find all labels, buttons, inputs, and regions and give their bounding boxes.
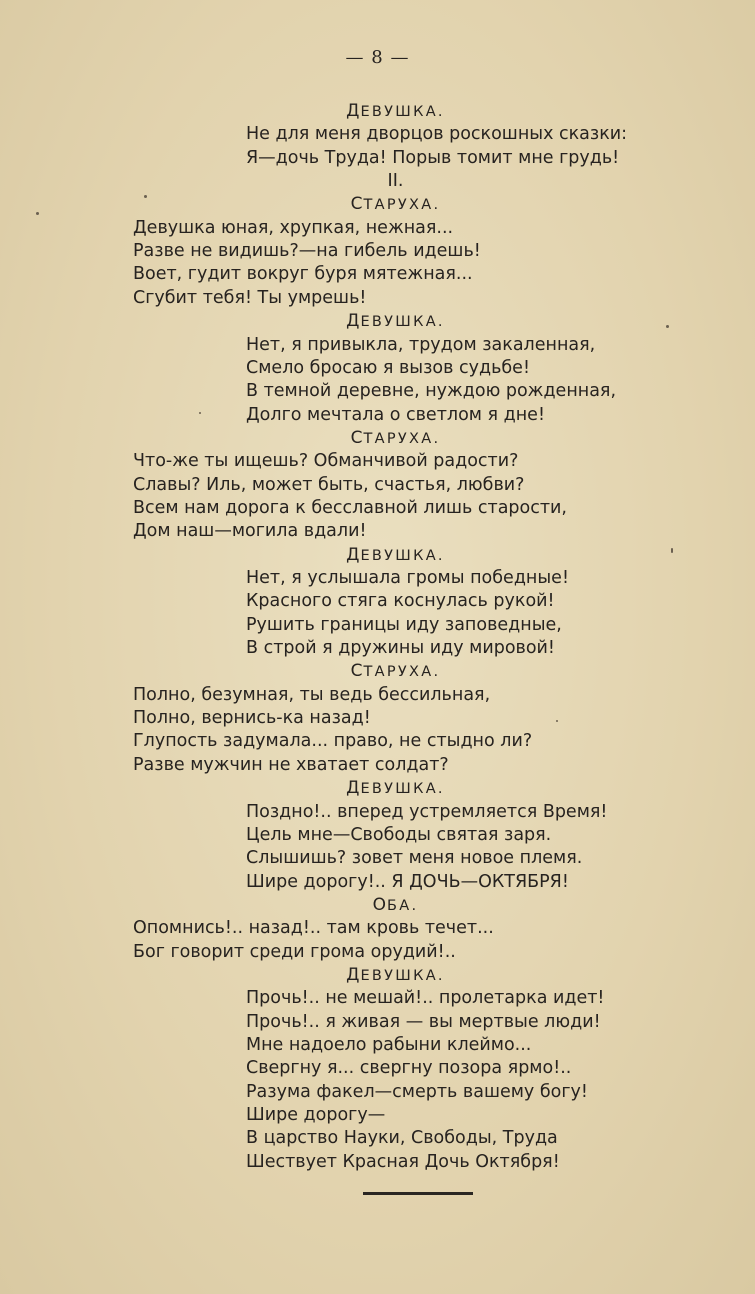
speaker-name: ДЕВУШКА.: [346, 964, 445, 985]
verse-line: Опомнись!.. назад!.. там кровь течет...: [133, 918, 494, 939]
verse-line: Нет, я привыкла, трудом закаленная,: [246, 334, 596, 355]
paper-speck: [666, 325, 669, 328]
speaker-name: ДЕВУШКА.: [346, 544, 445, 565]
speaker-name: СТАРУХА.: [350, 427, 441, 448]
speaker-name: ДЕВУШКА.: [346, 311, 445, 332]
end-rule: [363, 1192, 473, 1195]
verse-line: Прочь!.. не мешай!.. пролетарка идет!: [246, 988, 605, 1009]
verse-line: Поздно!.. вперед устремляется Время!: [246, 801, 608, 822]
verse-line: Полно, вернись-ка назад!: [133, 708, 371, 729]
verse-line: Смело бросаю я вызов судьбе!: [246, 357, 530, 378]
verse-line: Разве мужчин не хватает солдат?: [133, 754, 449, 775]
verse-line: Свергну я... свергну позора ярмо!..: [246, 1058, 572, 1079]
verse-line: Всем нам дорога к бесславной лишь старости,: [133, 497, 567, 518]
speaker-name: СТАРУХА.: [350, 194, 441, 215]
verse-line: Красного стяга коснулась рукой!: [246, 591, 555, 612]
verse-line: В строй я дружины иду мировой!: [246, 638, 555, 659]
speaker-name: ДЕВУШКА.: [346, 101, 445, 121]
paper-speck: [144, 195, 147, 198]
section-number: II.: [387, 171, 404, 192]
paper-speck: [556, 720, 558, 722]
page-number: — 8 —: [345, 47, 410, 68]
speaker-name: СТАРУХА.: [350, 661, 441, 682]
verse-line: Девушка юная, хрупкая, нежная...: [133, 217, 454, 238]
paper-speck: [199, 412, 201, 414]
verse-line: Долго мечтала о светлом я дне!: [246, 404, 545, 425]
verse-line: Слышишь? зовет меня новое племя.: [246, 848, 583, 869]
verse-line: Я—дочь Труда! Порыв томит мне грудь!: [246, 147, 620, 168]
verse-line: Что-же ты ищешь? Обманчивой радости?: [133, 451, 519, 472]
verse-line: Рушить границы иду заповедные,: [246, 614, 562, 635]
verse-line: Славы? Иль, может быть, счастья, любви?: [133, 474, 525, 495]
verse-line: В царство Науки, Свободы, Труда: [246, 1128, 558, 1149]
verse-line: Нет, я услышала громы победные!: [246, 568, 569, 588]
verse-line: Воет, гудит вокруг буря мятежная...: [133, 264, 473, 285]
verse-line: Сгубит тебя! Ты умрешь!: [133, 287, 367, 308]
speaker-name: ДЕВУШКА.: [346, 778, 445, 799]
verse-line: Дом наш—могила вдали!: [133, 521, 367, 542]
verse-line: Прочь!.. я живая — вы мертвые люди!: [246, 1011, 601, 1032]
verse-line: Мне надоело рабыни клеймо...: [246, 1035, 532, 1055]
verse-line: В темной деревне, нуждою рожденная,: [246, 381, 617, 402]
verse-line: Разума факел—смерть вашему богу!: [246, 1081, 588, 1102]
verse-line: Полно, безумная, ты ведь бессильная,: [133, 684, 491, 705]
paper-speck: [36, 212, 39, 215]
verse-line: Глупость задумала... право, не стыдно ли?: [133, 731, 533, 752]
verse-line: Цель мне—Свободы святая заря.: [246, 824, 552, 845]
speaker-name: ОБА.: [372, 894, 419, 915]
verse-line: Бог говорит среди грома орудий!..: [133, 941, 456, 962]
verse-line: Не для меня дворцов роскошных сказки:: [246, 124, 628, 145]
verse-line: Шире дорогу—: [246, 1105, 386, 1126]
verse-line: Шире дорогу!.. Я ДОЧЬ—ОКТЯБРЯ!: [246, 871, 569, 892]
verse-line: Шествует Красная Дочь Октября!: [246, 1151, 560, 1172]
verse-line: Разве не видишь?—на гибель идешь!: [133, 241, 481, 262]
paper-speck: [671, 548, 673, 553]
